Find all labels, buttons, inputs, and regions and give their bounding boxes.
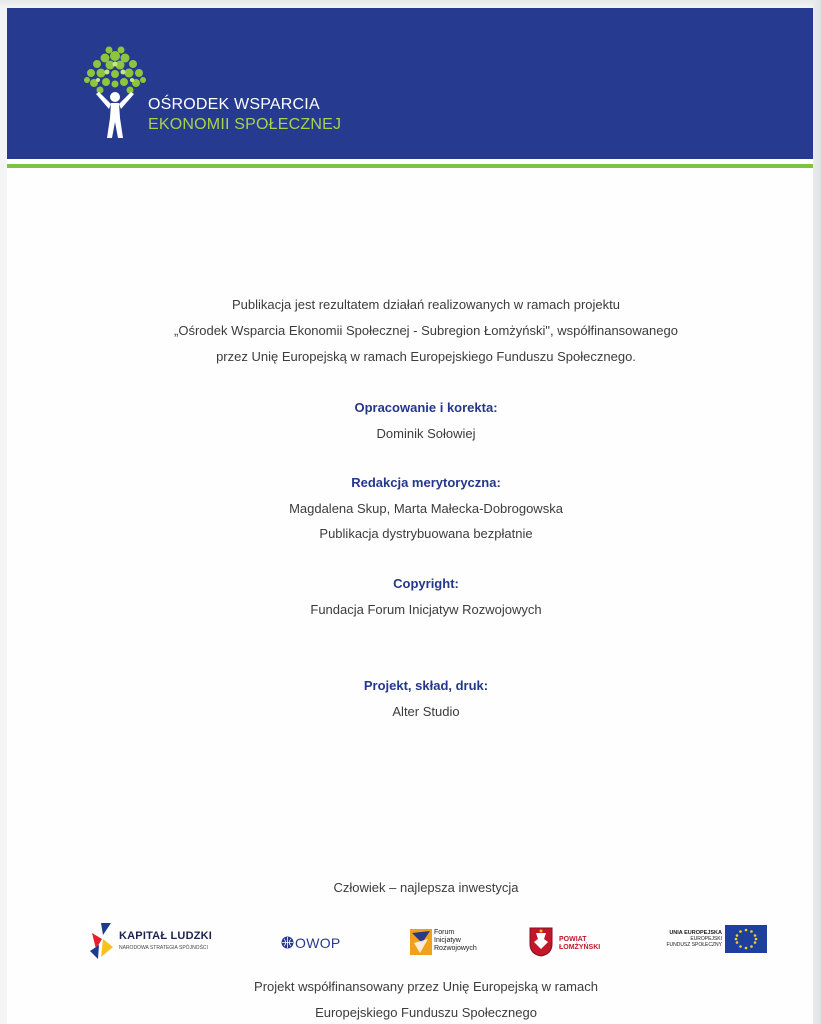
footer-note-line-1: Projekt współfinansowany przez Unię Europejską w ramach <box>254 979 598 994</box>
eu-flag-icon <box>725 925 767 953</box>
copyright-holder: Fundacja Forum Inicjatyw Rozwojowych <box>310 602 542 617</box>
powiat-coat-of-arms-icon <box>529 927 553 957</box>
footer-note-line-2: Europejskiego Funduszu Społecznego <box>315 1005 537 1020</box>
kapital-ludzki-subtitle: NARODOWA STRATEGIA SPÓJNOŚCI <box>119 945 208 951</box>
intro-line-3: przez Unię Europejską w ramach Europejskiego Funduszu Społecznego. <box>216 349 636 364</box>
distribution-note: Publikacja dystrybuowana bezpłatnie <box>319 526 533 541</box>
header-band <box>7 8 815 159</box>
copyright-heading: Copyright: <box>393 576 459 591</box>
sponsor-logos <box>7 913 815 973</box>
powiat-lomzynski-logo <box>529 917 619 965</box>
content-names: Magdalena Skup, Marta Małecka-Dobrogowska <box>289 501 563 516</box>
powiat-text: POWIAT ŁOMŻYŃSKI <box>559 936 601 951</box>
owop-globe-icon <box>281 936 294 949</box>
tree-person-logo-icon <box>79 42 151 138</box>
design-studio: Alter Studio <box>392 704 460 719</box>
editing-heading: Opracowanie i korekta: <box>354 400 498 415</box>
header-green-stripe <box>7 164 815 168</box>
scan-right-edge <box>813 0 821 1024</box>
ue-text <box>662 930 722 948</box>
intro-line-1: Publikacja jest rezultatem działań realizowanych w ramach projektu <box>231 297 620 312</box>
document-page <box>7 8 815 1024</box>
content-heading: Redakcja merytoryczna: <box>351 475 501 490</box>
firf-text: Forum Inicjatyw Rozwojowych <box>434 929 477 952</box>
kapital-ludzki-logo <box>89 917 229 965</box>
footer-slogan: Człowiek – najlepsza inwestycja <box>333 880 519 895</box>
ue-subtitle: EUROPEJSKI FUNDUSZ SPOŁECZNY <box>666 936 722 948</box>
firf-emblem-icon <box>410 929 432 955</box>
firf-logo <box>410 917 500 965</box>
org-name-line2: EKONOMII SPOŁECZNEJ <box>148 116 342 133</box>
org-name-line1: OŚRODEK WSPARCIA <box>148 96 320 113</box>
scan-top-edge <box>0 0 821 8</box>
ue-title: UNIA EUROPEJSKA <box>669 930 722 936</box>
kapital-ludzki-title: KAPITAŁ LUDZKI <box>119 930 213 942</box>
ue-efs-logo <box>662 917 772 965</box>
kapital-ludzki-star-icon <box>89 921 115 961</box>
intro-line-2: „Ośrodek Wsparcia Ekonomii Społecznej - Subregion Łomżyński", współfinansowanego <box>174 323 678 338</box>
design-heading: Projekt, skład, druk: <box>363 678 489 693</box>
owop-text: OWOP <box>295 935 341 951</box>
owop-logo <box>281 917 351 965</box>
editing-name: Dominik Sołowiej <box>376 426 476 441</box>
